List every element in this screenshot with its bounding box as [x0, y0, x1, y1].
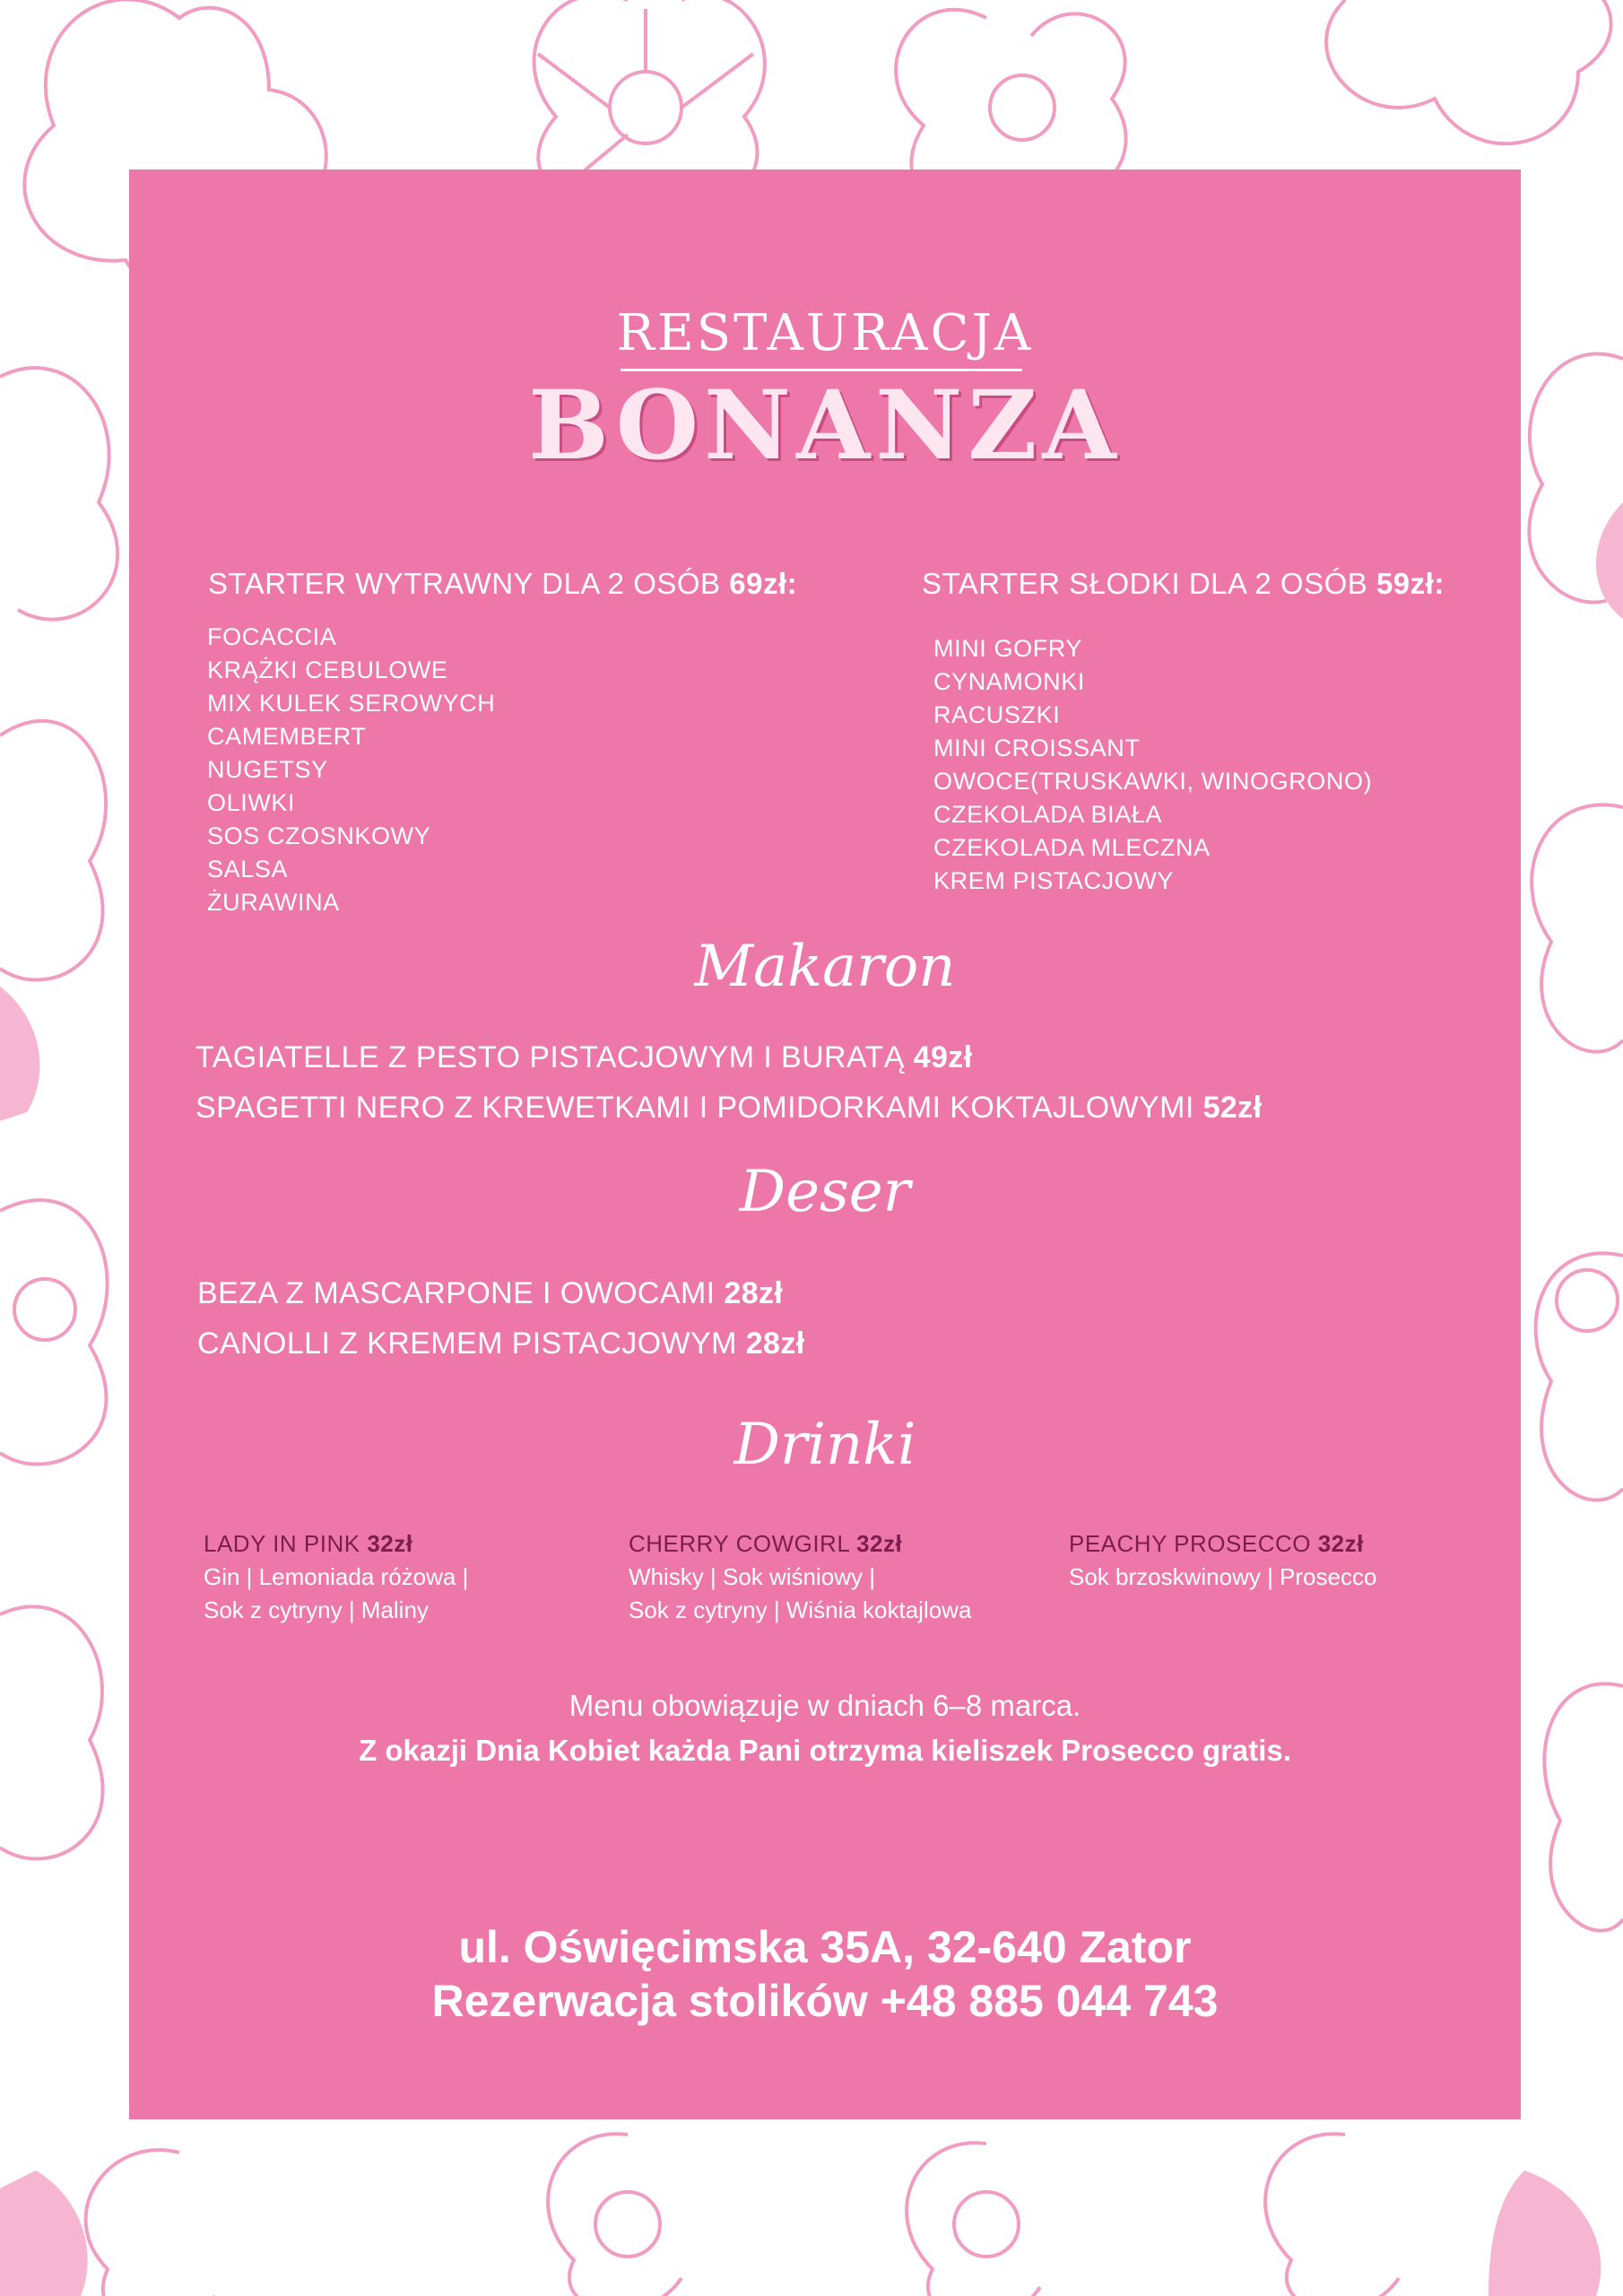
list-item: CYNAMONKI: [933, 668, 1085, 695]
drink-lady-in-pink: [204, 1527, 468, 1627]
drink-cherry-cowgirl: [629, 1527, 971, 1627]
promo-note: Z okazji Dnia Kobiet każda Pani otrzyma kieliszek Prosecco gratis.: [359, 1734, 1291, 1767]
dish-name: SPAGETTI NERO Z KREWETKAMI I POMIDORKAMI KOKTAJLOWYMI: [195, 1091, 1194, 1125]
list-item: SALSA: [207, 856, 289, 883]
drink-ingredients: Sok brzoskwinowy | Prosecco: [1069, 1563, 1377, 1590]
drink-peachy-prosecco: [1069, 1527, 1376, 1594]
dish-item: [197, 1318, 805, 1369]
list-item: FOCACCIA: [207, 623, 337, 650]
list-item: SOS CZOSNKOWY: [207, 822, 431, 849]
dish-item: [197, 1268, 805, 1318]
drinks-heading: Drinki: [733, 1412, 916, 1478]
list-item: MIX KULEK SEROWYCH: [207, 690, 496, 717]
drink-ingredients: Whisky | Sok wiśniowy |: [629, 1563, 876, 1590]
list-item: ŻURAWINA: [207, 889, 340, 916]
dessert-list: [197, 1268, 805, 1369]
starter-sweet-heading: [922, 567, 1445, 601]
drink-name-text: PEACHY PROSECCO: [1069, 1530, 1311, 1557]
pasta-list: [195, 1032, 1262, 1133]
dish-item: [195, 1083, 1262, 1133]
dish-name: CANOLLI Z KREMEM PISTACJOWYM: [197, 1326, 737, 1361]
drink-price: 32zł: [367, 1530, 413, 1557]
list-item: OLIWKI: [207, 789, 296, 816]
list-item: CAMEMBERT: [207, 723, 367, 750]
dish-name: BEZA Z MASCARPONE I OWOCAMI: [197, 1276, 716, 1310]
dessert-heading: Deser: [739, 1159, 911, 1225]
pasta-heading: Makaron: [694, 934, 956, 1000]
list-item: CZEKOLADA BIAŁA: [933, 801, 1163, 828]
list-item: MINI GOFRY: [933, 635, 1083, 662]
dish-item: [195, 1032, 1262, 1083]
drink-ingredients: Sok z cytryny | Wiśnia koktajlowa: [629, 1596, 972, 1623]
dish-price: 28zł: [724, 1276, 784, 1310]
drink-ingredients: Gin | Lemoniada różowa |: [204, 1563, 469, 1590]
list-item: RACUSZKI: [933, 701, 1061, 728]
drink-name-text: LADY IN PINK: [204, 1530, 360, 1557]
starter-savory-heading: [208, 567, 797, 601]
drink-name: [629, 1527, 971, 1561]
logo-restauracja: RESTAURACJA: [616, 304, 1034, 362]
drink-price: 32zł: [856, 1530, 903, 1557]
starter-savory-list: [207, 621, 495, 919]
logo-bonanza: BONANZA: [528, 369, 1122, 481]
drink-name-text: CHERRY COWGIRL: [629, 1530, 850, 1557]
address: ul. Oświęcimska 35A, 32-640 Zator: [458, 1922, 1192, 1972]
dish-price: 28zł: [745, 1326, 805, 1361]
list-item: KREM PISTACJOWY: [933, 867, 1175, 894]
dish-name: TAGIATELLE Z PESTO PISTACJOWYM I BURATĄ: [195, 1040, 905, 1074]
list-item: CZEKOLADA MLECZNA: [933, 834, 1211, 861]
list-item: KRĄŻKI CEBULOWE: [207, 657, 448, 683]
starter-savory-title: STARTER WYTRAWNY DLA 2 OSÓB: [208, 567, 721, 600]
list-item: NUGETSY: [207, 756, 328, 783]
drink-price: 32zł: [1317, 1530, 1364, 1557]
starter-sweet-title: STARTER SŁODKI DLA 2 OSÓB: [922, 567, 1368, 600]
menu-card: [129, 170, 1521, 2119]
dish-price: 49zł: [913, 1040, 973, 1074]
drink-name: [1069, 1527, 1376, 1561]
drink-ingredients: Sok z cytryny | Maliny: [204, 1596, 429, 1623]
list-item: OWOCE(TRUSKAWKI, WINOGRONO): [933, 768, 1373, 795]
list-item: MINI CROISSANT: [933, 735, 1141, 761]
starter-sweet-price: 59zł:: [1376, 567, 1445, 600]
starter-sweet-list: [933, 632, 1372, 898]
validity-note: Menu obowiązuje w dniach 6–8 marca.: [568, 1689, 1081, 1722]
reservation-phone: Rezerwacja stolików +48 885 044 743: [431, 1976, 1219, 2026]
starter-savory-price: 69zł:: [729, 567, 798, 600]
dish-price: 52zł: [1202, 1091, 1263, 1125]
drink-name: [204, 1527, 468, 1561]
